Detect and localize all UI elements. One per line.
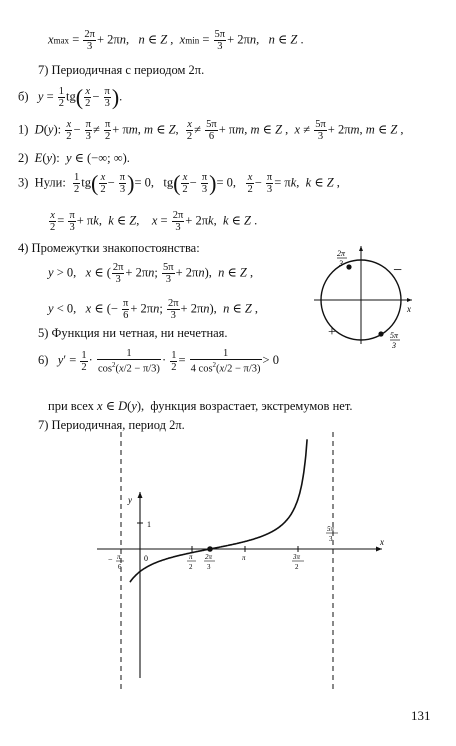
line-domain: 1) D(y): $\frac{x}{2}$ − $\frac{\pi}{3}$ ≠ $\frac{\pi}{2}$ + πm, m ∈ Z, $\frac{x}{2}$ ≠ $\frac{5\pi}{6}$ + πm, m ∈ Z , x ≠ $\frac{5\pi}{3}$ + 2πm, m ∈ Z , bbox=[18, 119, 404, 142]
svg-text:3: 3 bbox=[329, 535, 333, 543]
line-function-b: б) y = $\frac{1}{2}$ tg( $\frac{x}{2}$ − $\frac{\pi}{3}$ ). bbox=[18, 84, 123, 110]
line-sign-intervals-heading: 4) Промежутки знакопостоянства: bbox=[18, 241, 200, 255]
line-increasing: при всех x ∈ D(y), функция возрастает, экстремумов нет. bbox=[48, 399, 353, 413]
line-xmax-xmin: xmax = $\frac{2\pi}{3}$ + 2πn, n ∈ Z , xmin = $\frac{5\pi}{3}$ + 2πn, n ∈ Z . bbox=[48, 29, 304, 52]
circle-point-top bbox=[346, 264, 351, 269]
tick-label-pi-2 bbox=[187, 553, 196, 571]
tick-label-2pi-3 bbox=[204, 553, 215, 571]
svg-text:2: 2 bbox=[295, 563, 299, 571]
svg-text:2π: 2π bbox=[205, 553, 213, 561]
svg-text:6: 6 bbox=[118, 563, 122, 571]
line-periodic-a: 7) Периодичная с периодом 2π. bbox=[38, 63, 205, 77]
tangent-curve bbox=[130, 439, 307, 582]
line-parity: 5) Функция ни четная, ни нечетная. bbox=[38, 326, 228, 340]
circle-minus-sign: − bbox=[393, 262, 403, 279]
circle-x-label: x bbox=[407, 304, 411, 314]
circle-label-top: 2π bbox=[337, 249, 346, 258]
graph-zero-label: 0 bbox=[144, 554, 148, 563]
tick-label-3pi-2 bbox=[292, 553, 304, 571]
circle-point-bottom bbox=[378, 331, 383, 336]
tangent-graph bbox=[0, 428, 456, 698]
graph-x-label: x bbox=[380, 537, 384, 547]
circle-plus-sign: + bbox=[328, 325, 336, 340]
svg-text:3: 3 bbox=[392, 341, 396, 350]
tick-label-5pi-3 bbox=[326, 525, 338, 543]
line-periodic-b: 7) Периодичная, период 2π. bbox=[38, 418, 185, 432]
unit-circle-diagram bbox=[308, 240, 420, 352]
line-positive-interval: y > 0, x ∈ ( $\frac{2\pi}{3}$ + 2πn; $\frac{5\pi}{3}$ + 2πn), n ∈ Z , bbox=[48, 262, 254, 285]
graph-y-label: y bbox=[128, 495, 132, 505]
tick-label-neg-pi-6 bbox=[108, 553, 124, 571]
tick-label-pi bbox=[242, 554, 246, 562]
circle-label-bottom: 5π bbox=[390, 331, 399, 340]
svg-text:2: 2 bbox=[189, 563, 193, 571]
line-range: 2) E(y): y ∈ (−∞; ∞). bbox=[18, 151, 130, 165]
line-zeros-solution: $\frac{x}{2}$ = $\frac{\pi}{3}$ + πk, k ∈ Z, x = $\frac{2\pi}{3}$ + 2πk, k ∈ Z . bbox=[50, 210, 258, 233]
line-zeros: 3) Нули: $\frac{1}{2}$ tg( $\frac{x}{2}$ − $\frac{\pi}{3}$ )= 0, tg( $\frac{x}{2}$ − $\frac{\pi}{3}$ )= 0, $\frac{x}{2}$ − $\frac{\pi}{3}$ = πk, k ∈ Z , bbox=[18, 170, 340, 196]
svg-text:−: − bbox=[108, 555, 113, 564]
line-derivative: 6) y′ = $\frac{1}{2}$ · $\frac{1}{\cos^2(x/2 - \pi/3)}$ · $\frac{1}{2}$ = $\frac{1}{4 \cos^2(x/2 - \pi/3)}$ > 0 bbox=[38, 348, 279, 375]
svg-text:5π: 5π bbox=[327, 525, 335, 533]
page-number: 131 bbox=[411, 708, 431, 723]
graph-one-label: 1 bbox=[147, 520, 151, 529]
svg-text:π: π bbox=[117, 553, 121, 561]
svg-text:π: π bbox=[189, 553, 193, 561]
svg-text:3π: 3π bbox=[293, 553, 301, 561]
line-negative-interval: y < 0, x ∈ (− $\frac{\pi}{6}$ + 2πn; $\frac{2\pi}{3}$ + 2πn), n ∈ Z , bbox=[48, 298, 259, 321]
svg-text:3: 3 bbox=[339, 259, 343, 268]
svg-text:π: π bbox=[242, 554, 246, 562]
graph-zero-point bbox=[207, 546, 213, 552]
svg-text:3: 3 bbox=[207, 563, 211, 571]
